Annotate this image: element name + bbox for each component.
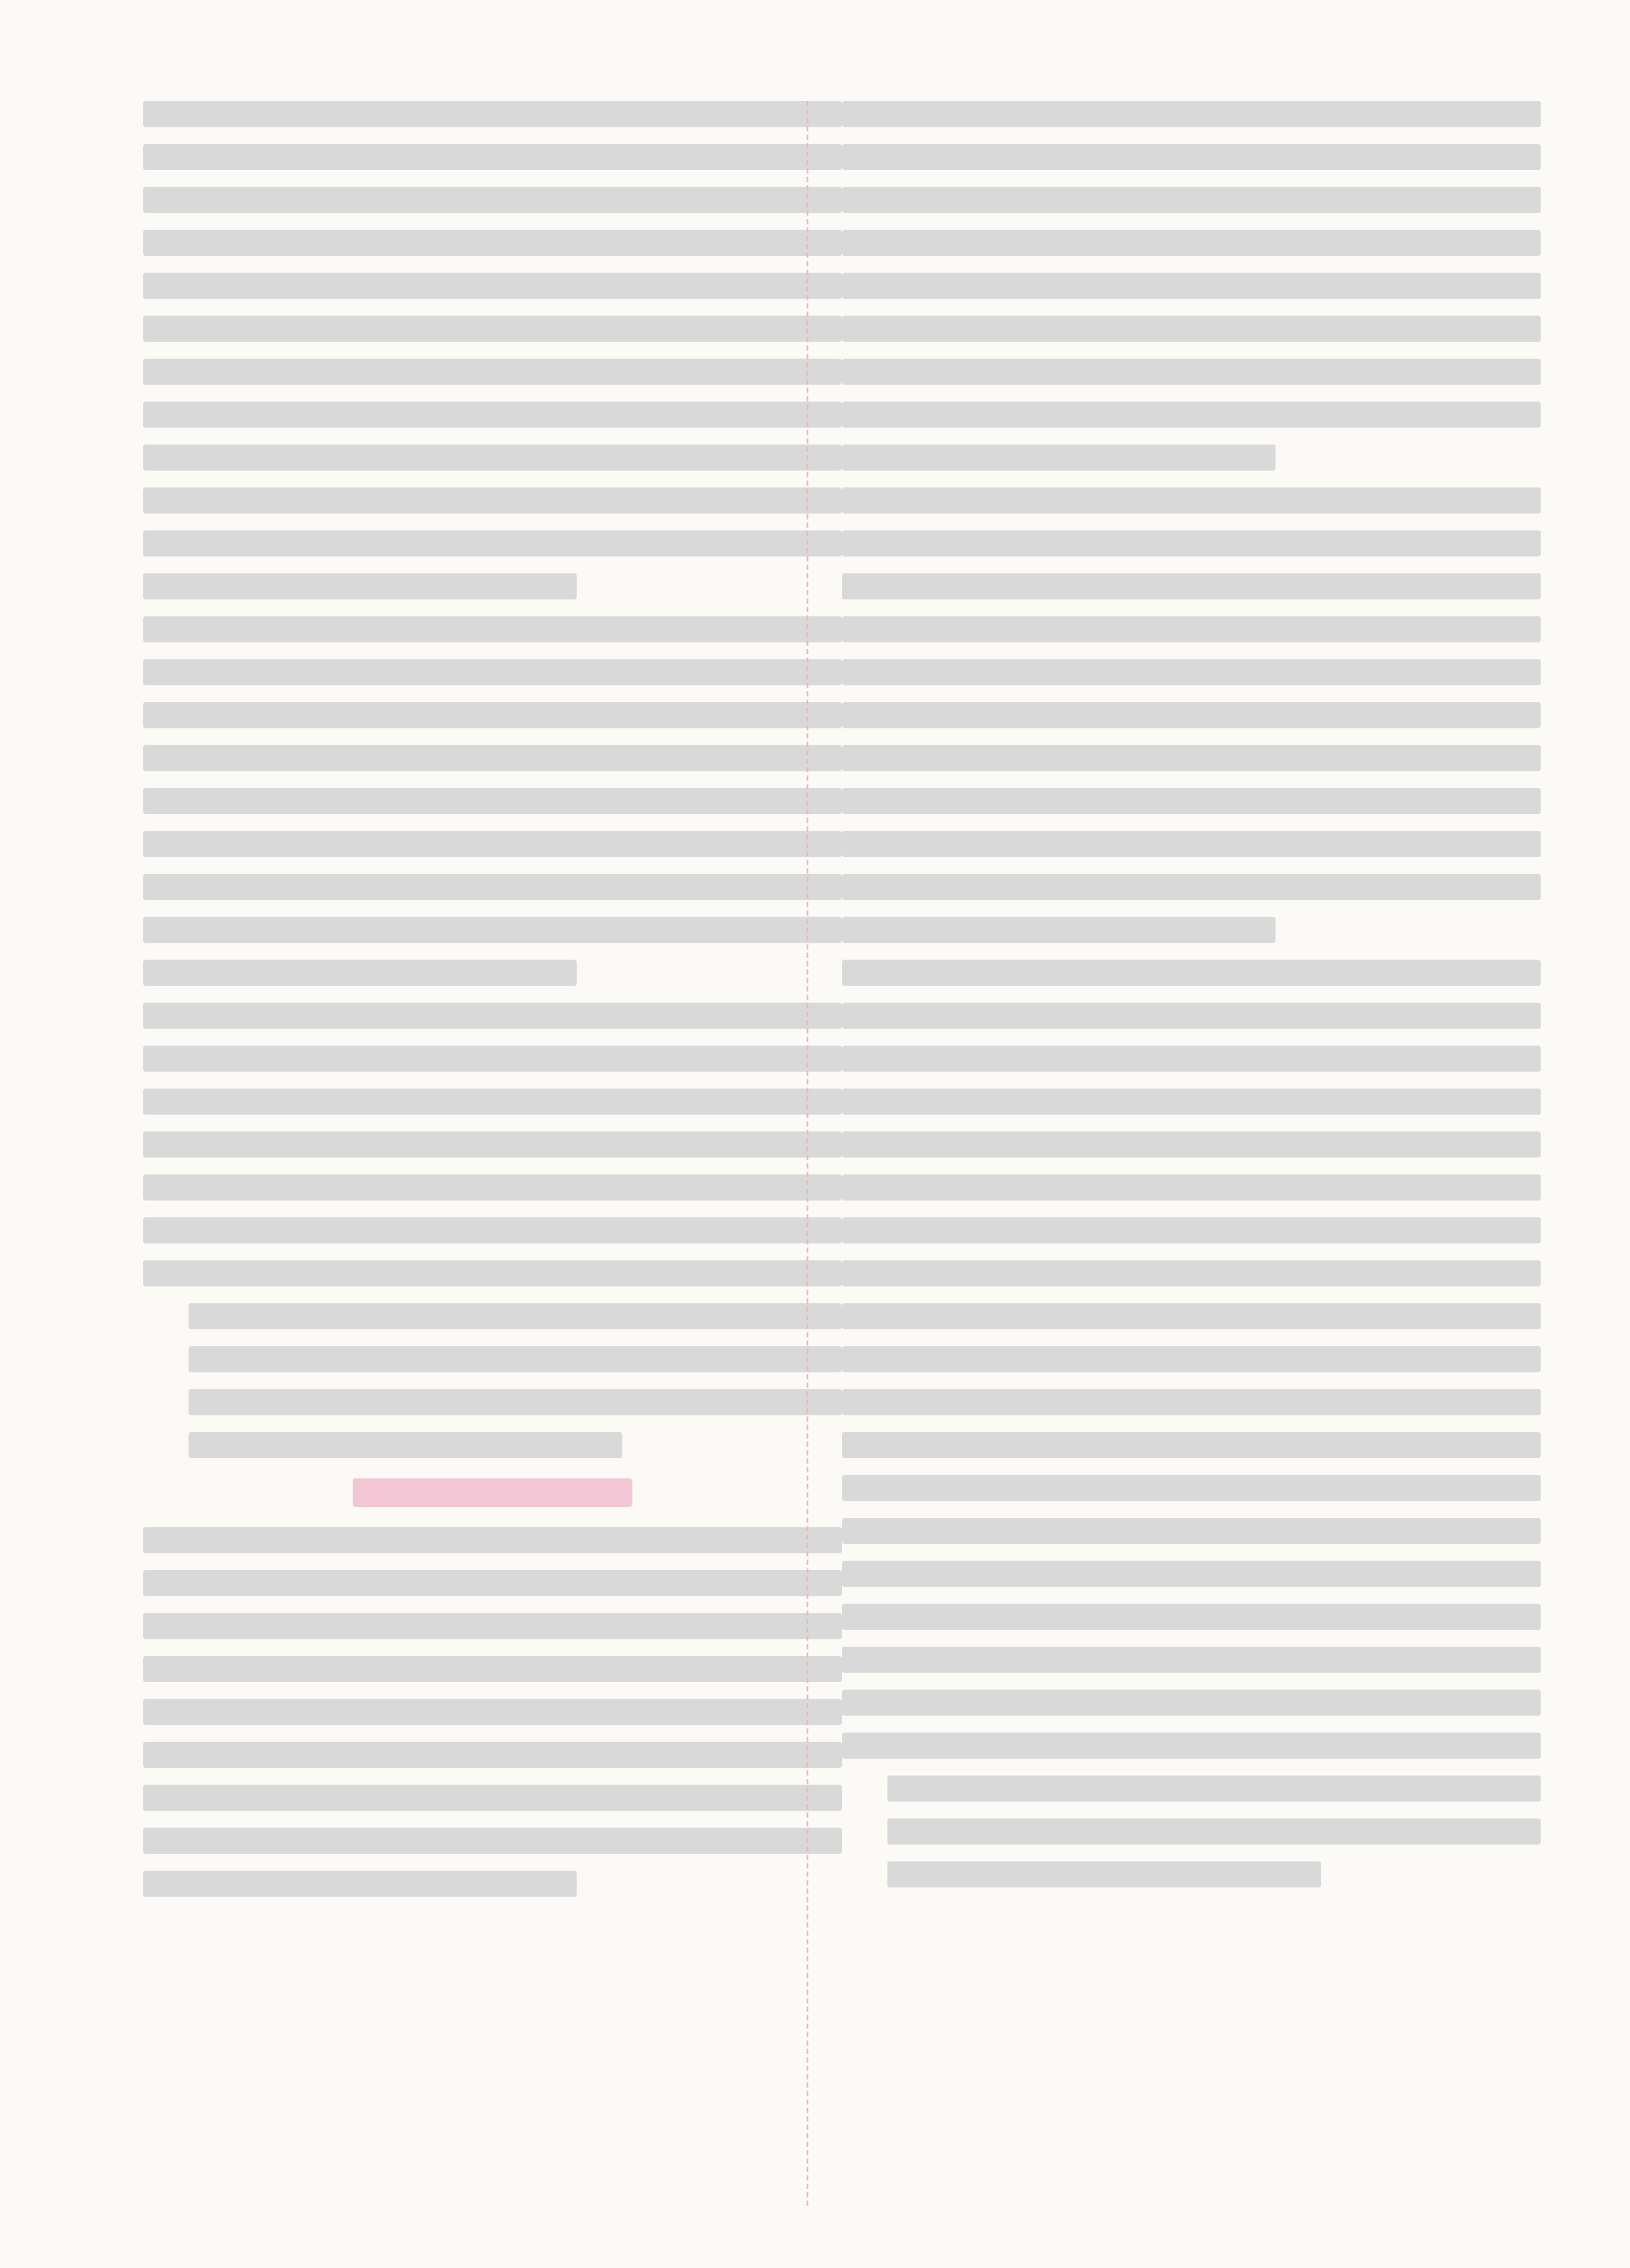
text-line xyxy=(842,1260,1541,1286)
text-line xyxy=(143,1174,842,1201)
text-line xyxy=(143,230,842,256)
text-line xyxy=(143,316,842,342)
text-line xyxy=(143,1131,842,1158)
text-line xyxy=(143,659,842,685)
text-line xyxy=(143,1570,842,1596)
text-line xyxy=(842,316,1541,342)
text-line xyxy=(143,702,842,728)
text-line xyxy=(143,359,842,385)
text-line xyxy=(842,960,1541,986)
column-divider xyxy=(807,101,808,2206)
text-line xyxy=(143,487,842,514)
text-line xyxy=(143,573,577,599)
text-line xyxy=(143,960,577,986)
text-line xyxy=(842,1303,1541,1329)
text-line xyxy=(842,831,1541,857)
text-line xyxy=(842,487,1541,514)
text-line xyxy=(842,573,1541,599)
text-line xyxy=(143,1656,842,1682)
text-line xyxy=(143,616,842,642)
text-line xyxy=(842,659,1541,685)
left-column xyxy=(143,101,842,1914)
text-line xyxy=(143,1613,842,1639)
text-line xyxy=(143,1828,842,1854)
text-line xyxy=(842,1174,1541,1201)
text-line xyxy=(842,1518,1541,1544)
text-line xyxy=(842,144,1541,170)
text-line xyxy=(189,1346,842,1372)
text-line xyxy=(842,917,1276,943)
text-line xyxy=(842,1604,1541,1630)
text-line xyxy=(842,616,1541,642)
text-line xyxy=(842,745,1541,771)
text-line xyxy=(143,831,842,857)
text-line xyxy=(842,702,1541,728)
text-line xyxy=(887,1818,1541,1845)
text-line xyxy=(143,1785,842,1811)
text-line xyxy=(842,1475,1541,1501)
text-line xyxy=(842,1346,1541,1372)
text-line xyxy=(887,1861,1321,1887)
text-line xyxy=(842,530,1541,556)
text-line xyxy=(842,230,1541,256)
text-line xyxy=(143,1046,842,1072)
text-line xyxy=(143,788,842,814)
text-line xyxy=(842,1690,1541,1716)
page-number xyxy=(0,2182,1630,2216)
text-line xyxy=(143,273,842,299)
text-line xyxy=(842,874,1541,900)
text-line xyxy=(143,745,842,771)
text-line xyxy=(143,1871,577,1897)
text-line xyxy=(143,445,842,471)
text-line xyxy=(143,1003,842,1029)
text-line xyxy=(189,1303,842,1329)
text-line xyxy=(143,101,842,127)
text-line xyxy=(842,1131,1541,1158)
text-line xyxy=(189,1389,842,1415)
text-line xyxy=(842,1089,1541,1115)
text-line xyxy=(887,1776,1541,1802)
text-line xyxy=(842,1046,1541,1072)
text-line xyxy=(842,187,1541,213)
text-line xyxy=(842,1647,1541,1673)
text-line xyxy=(842,1733,1541,1759)
text-line xyxy=(842,1561,1541,1587)
right-column xyxy=(842,101,1541,1904)
text-line xyxy=(842,101,1541,127)
text-line xyxy=(842,1432,1541,1458)
text-line xyxy=(143,1527,842,1553)
text-line xyxy=(143,1217,842,1243)
text-line xyxy=(842,359,1541,385)
text-line xyxy=(842,1389,1541,1415)
text-line xyxy=(842,788,1541,814)
text-line xyxy=(143,187,842,213)
text-line xyxy=(143,1260,842,1286)
text-line xyxy=(842,402,1541,428)
text-line xyxy=(189,1432,622,1458)
text-line xyxy=(143,1699,842,1725)
text-line xyxy=(143,1742,842,1768)
text-line xyxy=(143,874,842,900)
text-line xyxy=(842,1003,1541,1029)
text-line xyxy=(143,402,842,428)
text-line xyxy=(143,530,842,556)
text-line xyxy=(842,273,1541,299)
section-heading xyxy=(353,1478,632,1507)
text-line xyxy=(143,917,842,943)
text-line xyxy=(842,445,1276,471)
text-line xyxy=(842,1217,1541,1243)
text-line xyxy=(143,144,842,170)
text-line xyxy=(143,1089,842,1115)
